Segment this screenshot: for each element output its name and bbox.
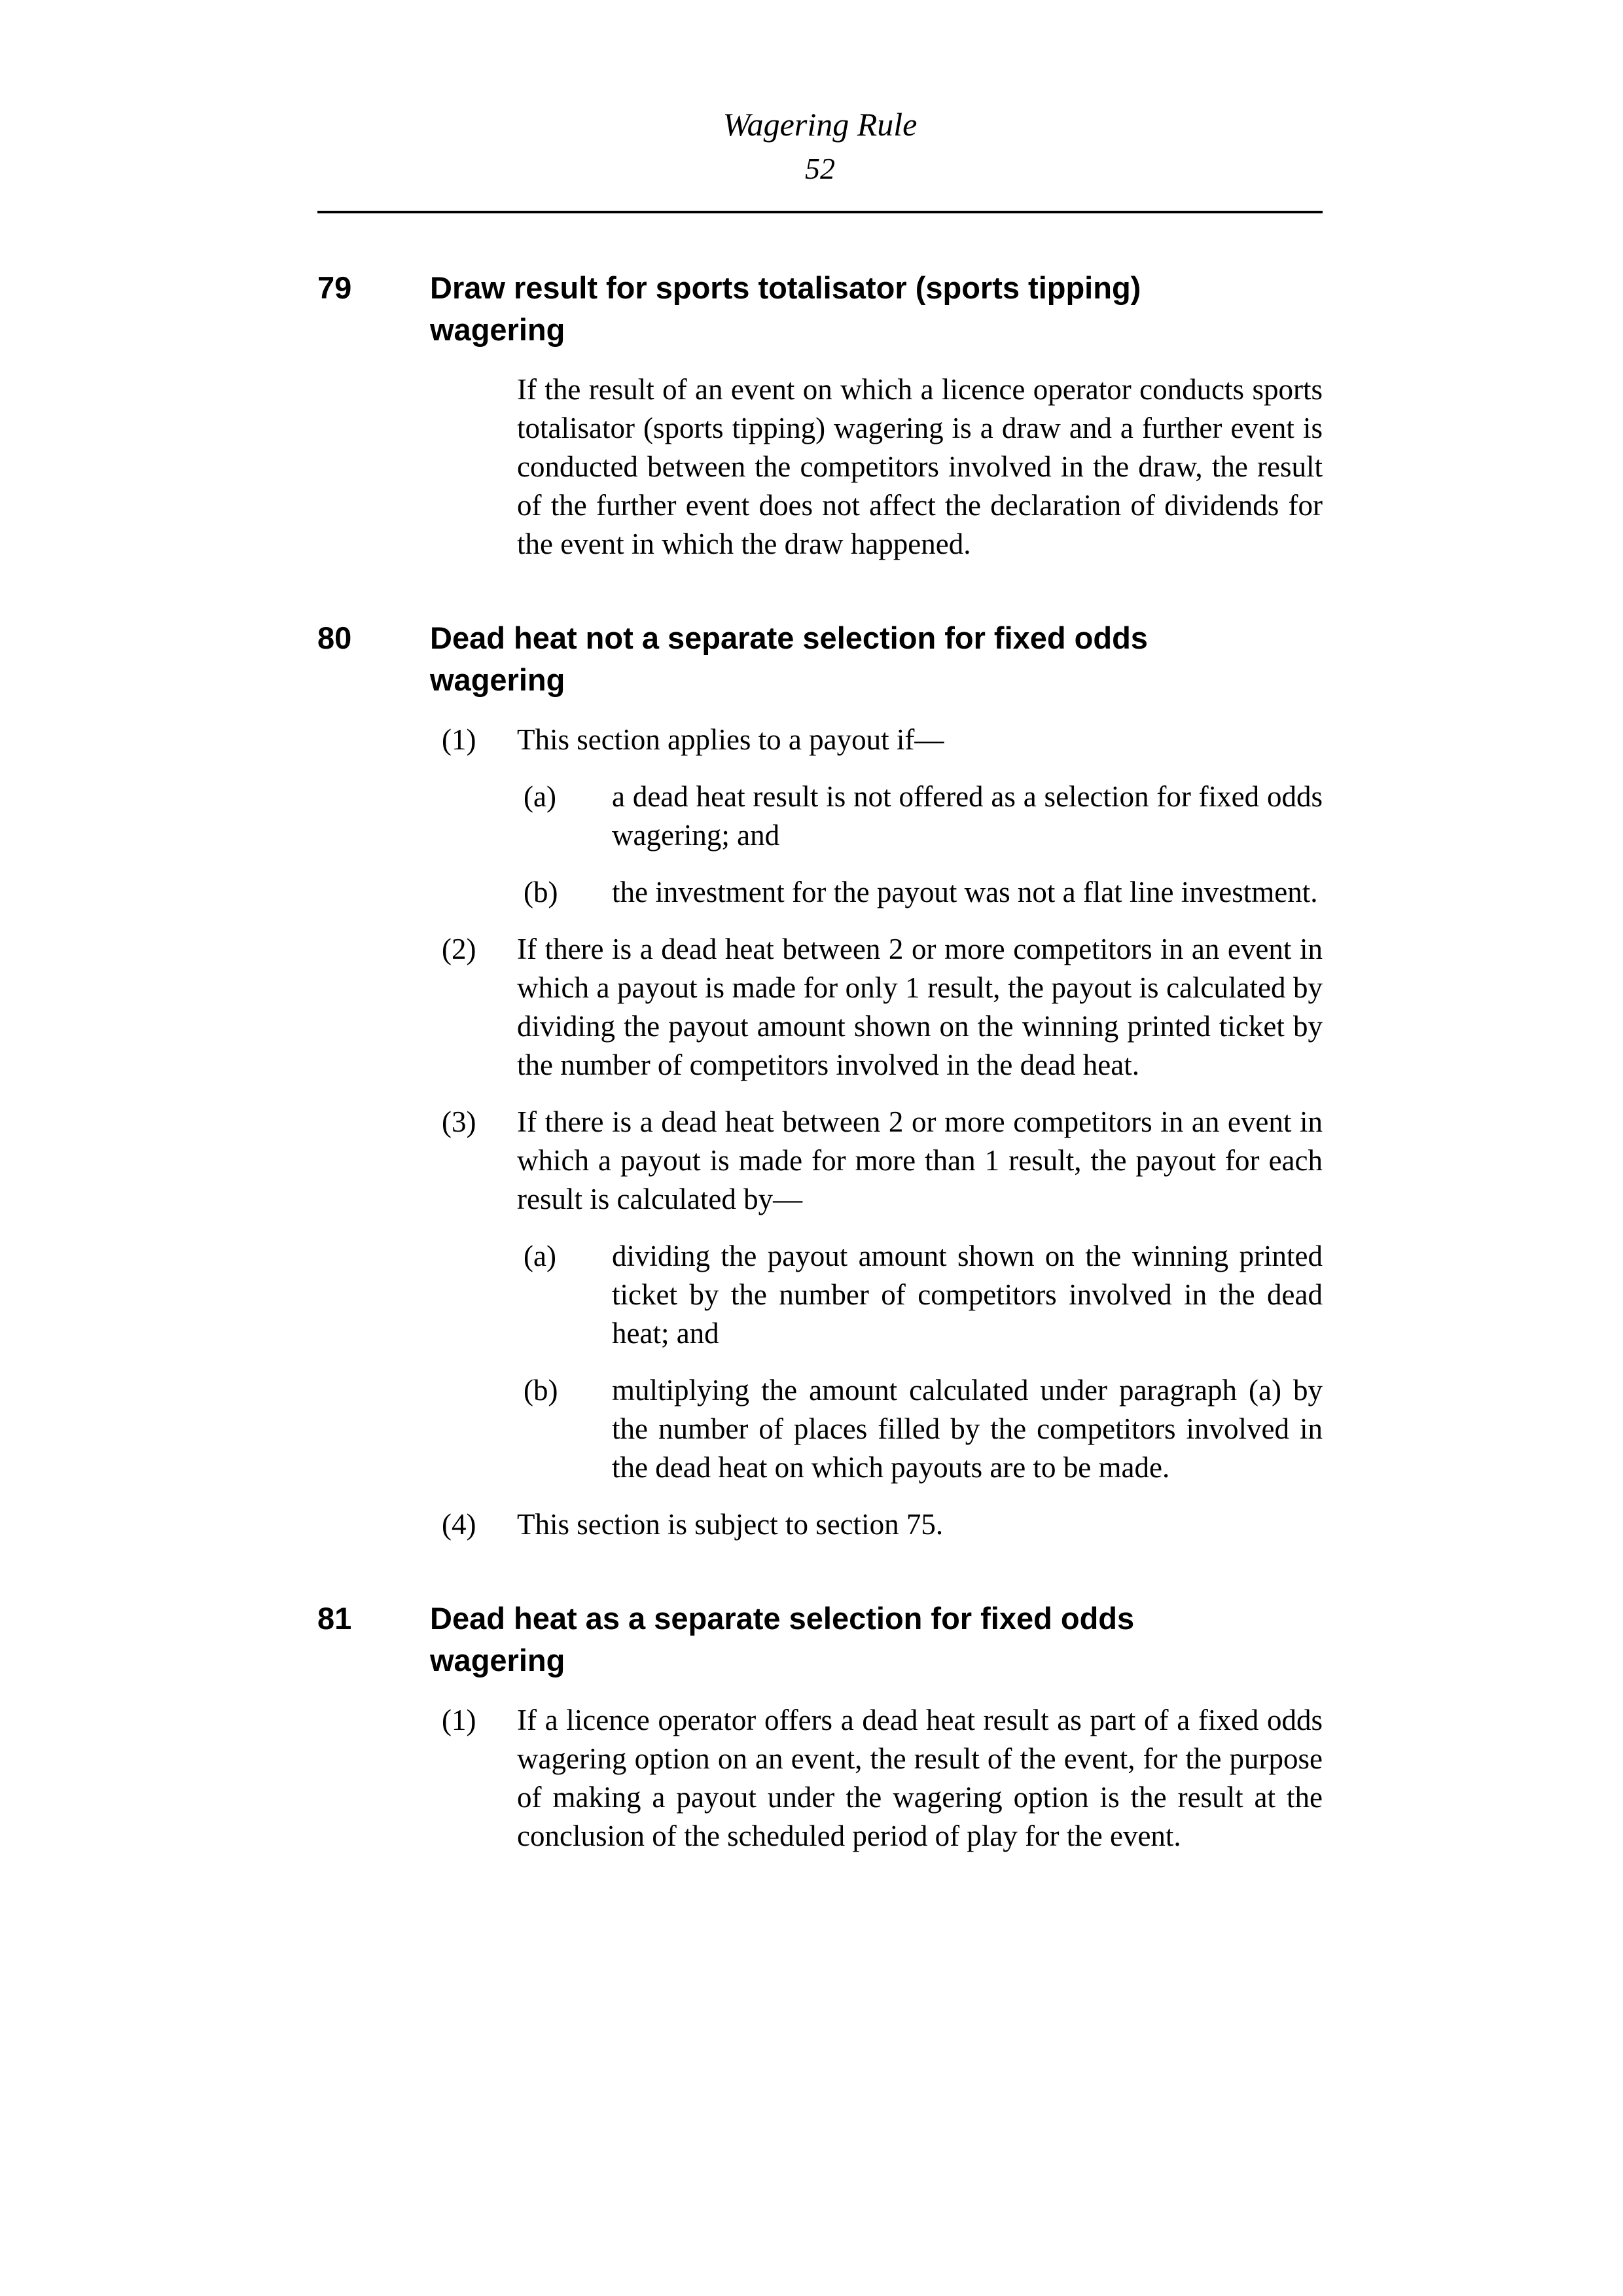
section-heading [317,267,1323,351]
clause-text: If there is a dead heat between 2 or more competitors in an event in which a payout is made for more than 1 result, the payout for each result is calculated by— [517,1105,1323,1215]
clause-label: (b) [524,1374,558,1407]
clause-text: the investment for the payout was not a flat line investment. [612,876,1318,908]
clause [317,1371,1323,1487]
section-title-line: Draw result for sports totalisator (sports tipping) [430,270,1141,305]
section-title-line: wagering [430,1643,565,1677]
clause [317,721,1323,759]
clause-text: This section applies to a payout if— [517,723,944,756]
clause-text: multiplying the amount calculated under paragraph (a) by the number of places filled by the competitors involved in the dead heat on which payouts are to be made. [612,1374,1323,1484]
document-body [317,267,1323,1856]
section [317,617,1323,1544]
section-title [430,617,1323,701]
section-title [430,267,1323,351]
section-heading [317,1598,1323,1681]
clause-text: If a licence operator offers a dead heat result as part of a fixed odds wagering option on an event, the result of the event, for the purpose of making a payout under the wagering option is the result at the conclusion of the scheduled period of play for the event. [517,1704,1323,1852]
clause-text: This section is subject to section 75. [517,1508,944,1541]
clause-label: (4) [442,1508,476,1541]
clause-label: (a) [524,1240,556,1272]
clause [317,930,1323,1085]
content-column [317,105,1323,1856]
section [317,267,1323,564]
clause-label: (2) [442,933,476,965]
section-heading [317,617,1323,701]
clause-label: (a) [524,780,556,813]
clause-text: If there is a dead heat between 2 or more competitors in an event in which a payout is made for only 1 result, the payout is calculated by dividing the payout amount shown on the winning printed ticket by the number of competitors involved in the dead heat. [517,933,1323,1081]
document-title: Wagering Rule [722,106,918,143]
clause-label: (b) [524,876,558,908]
clause [317,370,1323,564]
clause-text: dividing the payout amount shown on the winning printed ticket by the number of competitors involved in the dead heat; and [612,1240,1323,1350]
clause-label: (1) [442,1704,476,1736]
clause-text: a dead heat result is not offered as a selection for fixed odds wagering; and [612,780,1323,852]
clause-label: (1) [442,723,476,756]
clause [317,1103,1323,1219]
section-title-line: Dead heat as a separate selection for fixed odds [430,1601,1135,1636]
clause [317,1505,1323,1544]
section-title-line: wagering [430,312,565,347]
divider-line [317,211,1323,213]
section-number: 80 [317,620,352,655]
clause [317,1237,1323,1353]
clause-label: (3) [442,1105,476,1138]
section-number: 79 [317,270,352,305]
clause [317,778,1323,855]
clause [317,1701,1323,1856]
section-title-line: wagering [430,662,565,697]
section-number: 81 [317,1601,352,1636]
clause [317,873,1323,912]
section [317,1598,1323,1856]
clause-text: If the result of an event on which a licence operator conducts sports totalisator (sports tipping) wagering is a draw and a further event is conducted between the competitors involved in the draw, the result of the further event does not affect the declaration of dividends for the event in which the draw happened. [517,373,1323,560]
section-title-line: Dead heat not a separate selection for fixed odds [430,620,1148,655]
page-number: 52 [805,152,835,185]
section-title [430,1598,1323,1681]
